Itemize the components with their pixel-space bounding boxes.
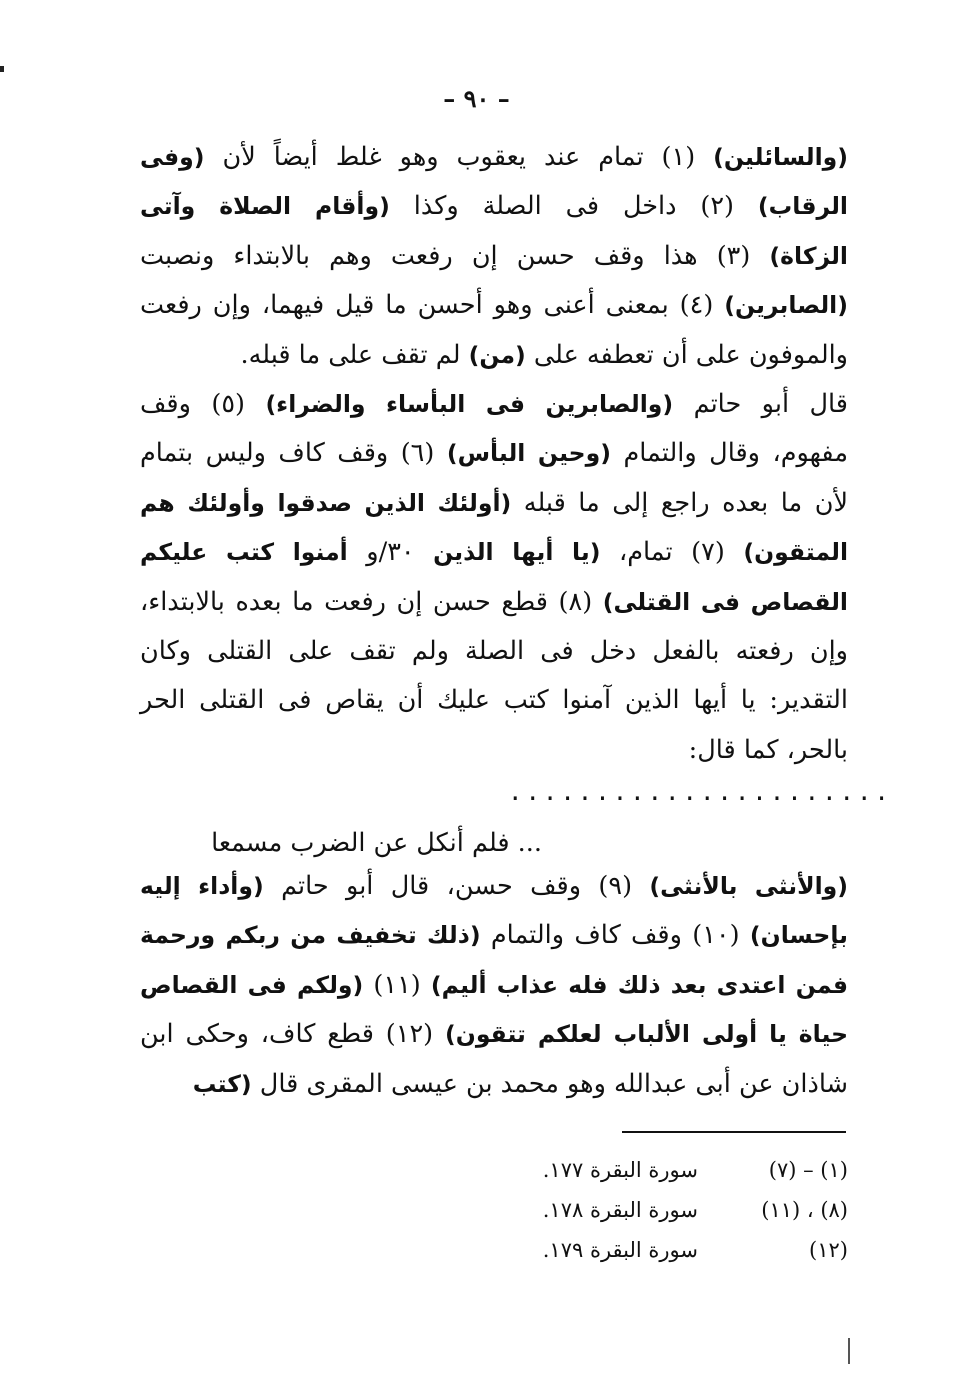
- commentary-text: (١٠) وقف كاف والتمام: [480, 920, 750, 951]
- quran-quote: الزكاة): [769, 241, 848, 270]
- quran-quote: (كتب: [192, 1069, 252, 1098]
- quran-quote: الرقاب): [757, 192, 848, 221]
- text-line: [140, 911, 848, 960]
- commentary-text: (٦) وقف كاف وليس بتمام: [140, 438, 447, 469]
- scan-edge-mark: [0, 66, 4, 72]
- text-line: [140, 232, 848, 281]
- commentary-text: (٨) قطع حسن إن رفعت ما بعده بالابتداء،: [140, 586, 603, 617]
- quran-quote: (ولكم فى القصاص: [140, 970, 364, 999]
- commentary-text: (١٢) قطع كاف، وحكى ابن: [140, 1019, 446, 1050]
- commentary-text: لأن ما بعده راجع إلى ما قبله: [511, 487, 848, 518]
- text-line: [140, 1060, 848, 1109]
- footnote-ref: (١) – (٧): [768, 1158, 848, 1182]
- quran-quote: (والصابرين فى البأساء والضراء): [265, 389, 674, 418]
- poetry-verse: ... فلم أنكل عن الضرب مسمعا: [211, 828, 542, 858]
- text-line: [140, 1010, 848, 1059]
- text-line: [140, 331, 848, 380]
- quran-quote: (وحين البأس): [446, 439, 611, 468]
- main-text-block: [140, 133, 848, 775]
- commentary-text: (١١): [363, 969, 431, 1000]
- footnote-item: [440, 1190, 848, 1230]
- footnote-item: [440, 1150, 848, 1190]
- commentary-text: قال أبو حاتم: [673, 388, 848, 419]
- footnote-text: سورة البقرة ١٧٧.: [542, 1158, 698, 1182]
- text-line: [140, 862, 848, 911]
- quran-quote: فمن اعتدى بعد ذلك فله عذاب أليم): [430, 970, 848, 999]
- paragraph-2: [140, 380, 848, 775]
- commentary-text: ٣٠/و: [347, 537, 434, 568]
- paragraph-3: [140, 862, 848, 1109]
- quran-quote: (من): [468, 340, 526, 369]
- text-line: [140, 429, 848, 478]
- commentary-text: (٢) داخل فى الصلة وكذا: [389, 191, 758, 222]
- commentary-text: (٩) وقف حسن، قال أبو حاتم: [263, 871, 650, 901]
- quran-quote: (والأنثى بالأنثى): [649, 872, 849, 900]
- quran-quote: (وفى: [140, 143, 205, 171]
- text-line: [140, 380, 848, 429]
- commentary-text: وإن رفعته بالفعل دخل فى الصلة ولم تقف على القتلى وكان: [140, 635, 848, 666]
- text-line: [140, 281, 848, 330]
- text-line: [140, 726, 848, 775]
- margin-mark: [848, 1338, 850, 1364]
- quran-quote: (والسائلين): [713, 143, 848, 171]
- quran-quote: (ذلك تخفيف من ربكم ورحمة: [140, 921, 481, 950]
- quran-quote: القصاص فى القتلى): [602, 587, 848, 616]
- footnote-text: سورة البقرة ١٧٨.: [542, 1198, 698, 1222]
- footnote-ref: (١٢): [809, 1238, 848, 1262]
- main-text-block-2: [140, 862, 848, 1109]
- commentary-text: (٤) بمعنى أعنى وهو أحسن ما قيل فيهما، وإن رفعت: [140, 290, 725, 321]
- quran-quote: المتقون): [743, 538, 849, 567]
- text-line: [140, 961, 848, 1010]
- quran-quote: أمنوا كتب عليكم: [140, 538, 348, 567]
- commentary-text: (٣) هذا وقف حسن إن رفعت وهم بالابتداء ونصبت: [140, 240, 770, 271]
- commentary-text: بالحر، كما قال:: [688, 734, 848, 765]
- quran-quote: (يا أيها الذين: [433, 538, 601, 567]
- commentary-text: شاذان عن أبى عبدالله وهو محمد بن عيسى المقرى قال: [251, 1068, 848, 1099]
- commentary-text: لم تقف على ما قبله.: [240, 339, 469, 370]
- paragraph-1: [140, 133, 848, 380]
- text-line: [140, 182, 848, 231]
- text-line: [140, 676, 848, 725]
- commentary-text: (١) تمام عند يعقوب وهو غلط أيضاً لأن: [204, 142, 714, 172]
- commentary-text: مفهوم، وقال والتمام: [610, 438, 848, 469]
- footnote-item: [440, 1230, 848, 1270]
- quran-quote: (وأداء إليه: [140, 872, 264, 900]
- text-line: [140, 528, 848, 577]
- commentary-text: التقدير: يا أيها الذين آمنوا كتب عليك أن يقاص فى القتلى الحر: [140, 685, 848, 716]
- text-line: [140, 627, 848, 676]
- commentary-text: (٥) وقف: [140, 388, 266, 419]
- footnote-ref: (٨) ، (١١): [761, 1198, 848, 1222]
- text-line: [140, 479, 848, 528]
- footnote-text: سورة البقرة ١٧٩.: [542, 1238, 698, 1262]
- quran-quote: (وأقام الصلاة وآتى: [140, 192, 390, 221]
- footnote-separator: [622, 1131, 846, 1133]
- footnotes: [440, 1150, 848, 1270]
- quran-quote: (الصابرين): [724, 291, 848, 320]
- quran-quote: حياة يا أولى الألباب لعلكم تتقون): [445, 1020, 849, 1049]
- omission-dots: ......................: [508, 778, 892, 806]
- text-line: [140, 578, 848, 627]
- page-number: – ٩٠ –: [443, 84, 510, 113]
- quran-quote: بإحسان): [749, 921, 849, 950]
- commentary-text: (٧) تمام،: [600, 537, 744, 568]
- quran-quote: (أولئك الذين صدقوا وأولئك هم: [140, 488, 512, 517]
- text-line: [140, 133, 848, 182]
- commentary-text: والموفون على أن تعطفه على: [525, 339, 848, 370]
